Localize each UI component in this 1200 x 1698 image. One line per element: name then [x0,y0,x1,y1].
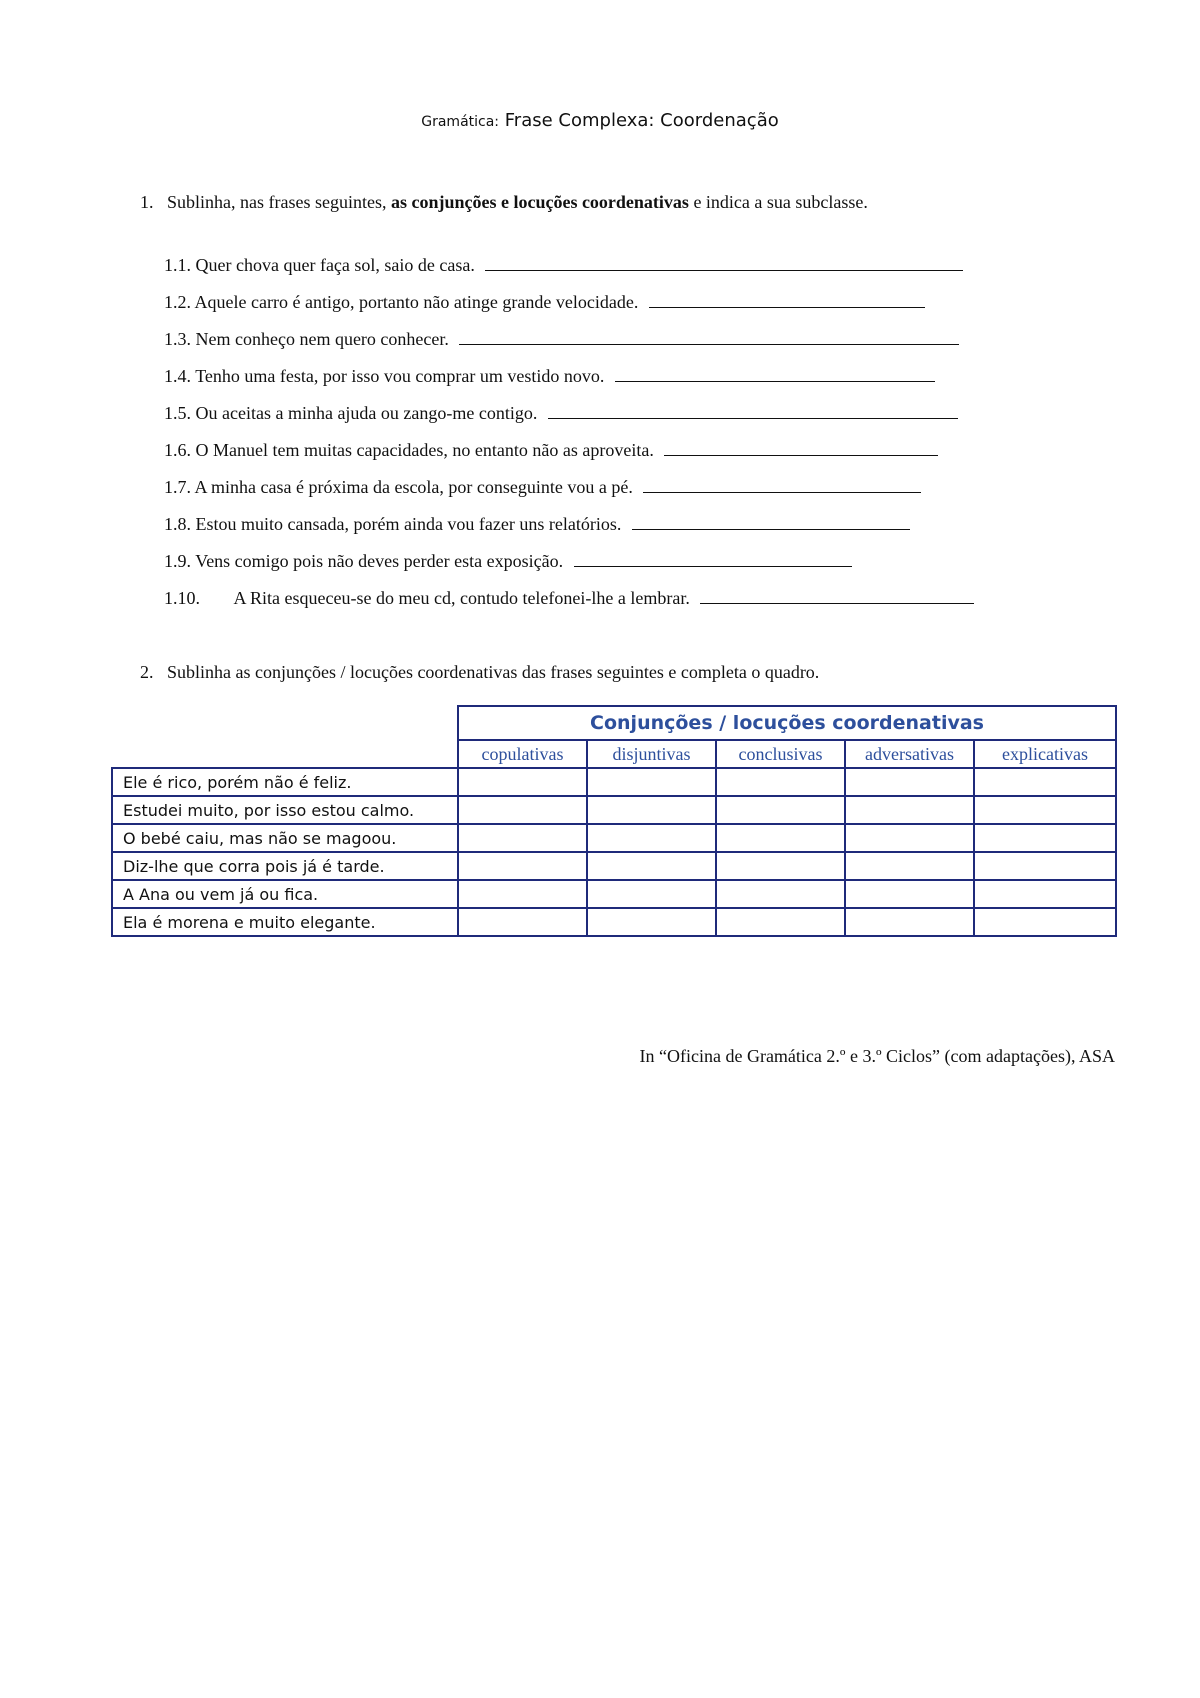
answer-cell[interactable] [716,768,845,796]
item-text: Vens comigo pois não deves perder esta exposição. [195,551,564,571]
answer-cell[interactable] [845,908,974,936]
answer-cell[interactable] [716,908,845,936]
answer-cell[interactable] [458,824,587,852]
answer-cell[interactable] [587,852,716,880]
sentence-cell: Ela é morena e muito elegante. [112,908,458,936]
table-row [112,768,1116,796]
item-number: 1.1. [164,255,191,275]
answer-cell[interactable] [716,796,845,824]
item-text: A minha casa é próxima da escola, por conseguinte vou a pé. [194,477,633,497]
answer-cell[interactable] [974,824,1116,852]
column-header: disjuntivas [587,740,716,768]
table-subheader-row [112,740,1116,768]
answer-cell[interactable] [845,852,974,880]
table-row [112,796,1116,824]
answer-line[interactable] [459,326,959,345]
question-1-items [164,252,974,622]
item-text: Quer chova quer faça sol, saio de casa. [195,255,475,275]
answer-line[interactable] [574,548,852,567]
source-citation: In “Oficina de Gramática 2.º e 3.º Ciclos” (com adaptações), ASA [639,1046,1115,1066]
table-row [112,824,1116,852]
item-text: Nem conheço nem quero conhecer. [195,329,449,349]
item-number: 1.8. [164,514,191,534]
answer-cell[interactable] [974,768,1116,796]
question-1 [140,192,868,213]
table-corner [112,706,458,740]
list-item [164,363,974,400]
answer-line[interactable] [548,400,958,419]
table-main-header: Conjunções / locuções coordenativas [458,706,1116,740]
answer-cell[interactable] [845,824,974,852]
title-main: Frase Complexa: Coordenação [504,110,779,131]
table-row [112,880,1116,908]
conjunctions-table [111,705,1117,937]
item-number: 1.4. [164,366,191,386]
answer-line[interactable] [664,437,938,456]
answer-cell[interactable] [587,824,716,852]
answer-cell[interactable] [587,796,716,824]
answer-cell[interactable] [845,796,974,824]
answer-cell[interactable] [845,880,974,908]
list-item [164,252,974,289]
item-number: 1.9. [164,551,191,571]
answer-line[interactable] [643,474,921,493]
item-text: O Manuel tem muitas capacidades, no entanto não as aproveita. [195,440,654,460]
item-text: Aquele carro é antigo, portanto não atinge grande velocidade. [194,292,639,312]
answer-cell[interactable] [458,908,587,936]
answer-cell[interactable] [716,880,845,908]
answer-cell[interactable] [716,824,845,852]
table-row [112,908,1116,936]
list-item [164,326,974,363]
answer-line[interactable] [700,585,974,604]
list-item [164,400,974,437]
sentence-cell: Diz-lhe que corra pois já é tarde. [112,852,458,880]
table-corner [112,740,458,768]
list-item [164,585,974,622]
list-item [164,511,974,548]
sentence-cell: Ele é rico, porém não é feliz. [112,768,458,796]
question-2-number: 2. [140,662,154,682]
item-text: Tenho uma festa, por isso vou comprar um vestido novo. [195,366,605,386]
answer-line[interactable] [632,511,910,530]
answer-cell[interactable] [974,796,1116,824]
item-number: 1.7. [164,477,191,497]
table-row [112,852,1116,880]
list-item [164,289,974,326]
answer-cell[interactable] [845,768,974,796]
column-header: explicativas [974,740,1116,768]
answer-cell[interactable] [974,908,1116,936]
page-title [0,110,1200,131]
answer-cell[interactable] [458,880,587,908]
item-number: 1.6. [164,440,191,460]
answer-cell[interactable] [587,880,716,908]
answer-cell[interactable] [716,852,845,880]
answer-cell[interactable] [458,852,587,880]
column-header: conclusivas [716,740,845,768]
question-1-number: 1. [140,192,154,212]
table-header-row [112,706,1116,740]
question-1-text-bold: as conjunções e locuções coordenativas [390,192,689,212]
item-text: Estou muito cansada, porém ainda vou fazer uns relatórios. [195,514,622,534]
answer-cell[interactable] [587,768,716,796]
answer-line[interactable] [649,289,925,308]
item-text: Ou aceitas a minha ajuda ou zango-me contigo. [195,403,538,423]
answer-cell[interactable] [587,908,716,936]
column-header: adversativas [845,740,974,768]
column-header: copulativas [458,740,587,768]
answer-cell[interactable] [458,768,587,796]
sentence-cell: O bebé caiu, mas não se magoou. [112,824,458,852]
sentence-cell: Estudei muito, por isso estou calmo. [112,796,458,824]
answer-line[interactable] [615,363,935,382]
answer-cell[interactable] [458,796,587,824]
answer-cell[interactable] [974,880,1116,908]
item-number: 1.10. [164,588,200,608]
answer-cell[interactable] [974,852,1116,880]
item-number: 1.5. [164,403,191,423]
title-prefix: Gramática: [421,114,500,130]
question-1-text-before: Sublinha, nas frases seguintes, [167,192,387,212]
sentence-cell: A Ana ou vem já ou fica. [112,880,458,908]
question-2-text: Sublinha as conjunções / locuções coordenativas das frases seguintes e completa o quadro. [167,662,820,682]
question-2 [140,662,819,683]
item-text: A Rita esqueceu-se do meu cd, contudo telefonei-lhe a lembrar. [233,588,690,608]
question-1-text-after: e indica a sua subclasse. [693,192,868,212]
item-number: 1.3. [164,329,191,349]
list-item [164,437,974,474]
list-item [164,474,974,511]
list-item [164,548,974,585]
item-number: 1.2. [164,292,191,312]
answer-line[interactable] [485,252,963,271]
